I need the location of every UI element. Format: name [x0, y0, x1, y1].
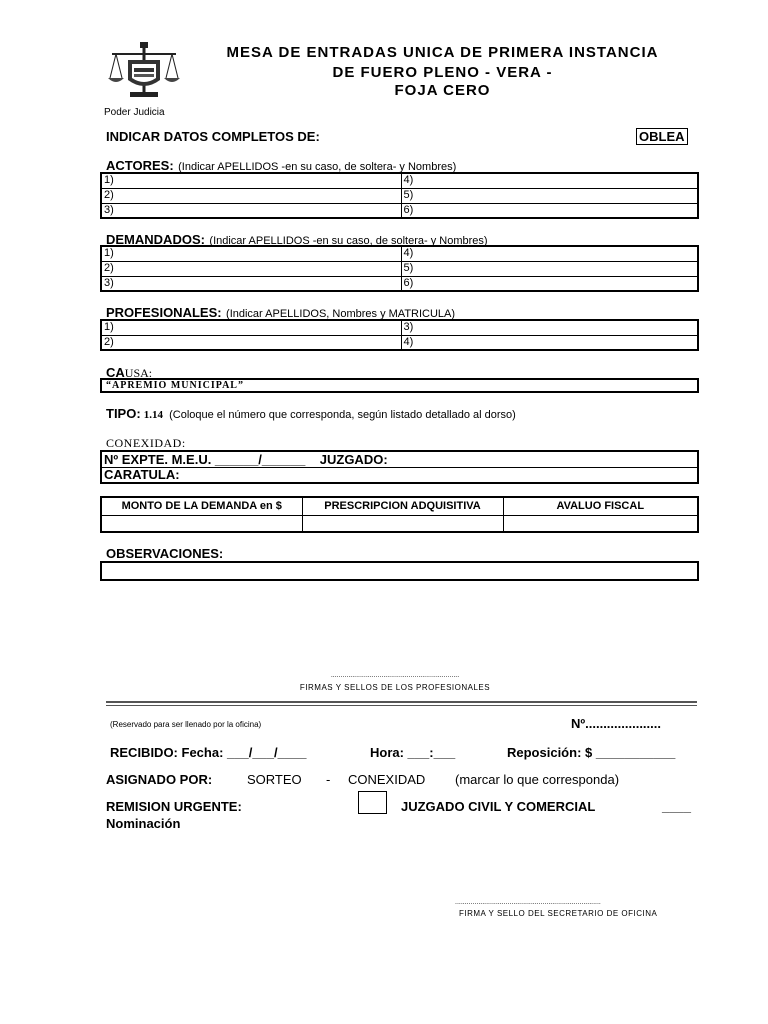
- numero-field[interactable]: Nº.....................: [571, 716, 661, 731]
- table-row: [101, 188, 698, 203]
- table-row: [101, 451, 698, 467]
- causa-label-rest: USA:: [124, 366, 153, 380]
- tipo-hint: (Coloque el número que corresponda, según listado detallado al dorso): [169, 409, 516, 421]
- firmas-caption: FIRMAS Y SELLOS DE LOS PROFESIONALES: [299, 683, 491, 692]
- prescripcion-cell[interactable]: [302, 515, 503, 532]
- tipo-row: [106, 406, 516, 421]
- table-row: [101, 467, 698, 483]
- hora-field[interactable]: Hora: ___:___: [370, 745, 456, 760]
- table-row: [101, 497, 698, 515]
- reserved-note: (Reservado para ser llenado por la oficina): [110, 720, 262, 729]
- actores-hint: (Indicar APELLIDOS -en su caso, de soltera- y Nombres): [178, 161, 457, 173]
- actores-cell[interactable]: 6): [401, 203, 698, 218]
- asignado-label: ASIGNADO POR:: [106, 772, 213, 787]
- double-divider: [106, 701, 697, 706]
- tipo-label: TIPO:: [106, 406, 141, 421]
- table-row: [101, 173, 698, 188]
- profesionales-cell[interactable]: 4): [401, 335, 698, 350]
- reposicion-field[interactable]: Reposición: $ ___________: [507, 745, 676, 760]
- table-row: [101, 203, 698, 218]
- logo-caption: Poder Judicia: [104, 107, 165, 118]
- avaluo-header: AVALUO FISCAL: [503, 497, 698, 515]
- secretario-dots: ...........................................................................: [455, 899, 601, 906]
- intro-label: INDICAR DATOS COMPLETOS DE:: [106, 129, 320, 144]
- title-line-1: MESA DE ENTRADAS UNICA DE PRIMERA INSTANCIA: [226, 44, 659, 61]
- causa-field[interactable]: “APREMIO MUNICIPAL”: [100, 378, 699, 393]
- table-row: [101, 276, 698, 291]
- remision-label: REMISION URGENTE:: [106, 799, 242, 814]
- table-row: [101, 320, 698, 335]
- conexidad-label: CONEXIDAD:: [106, 436, 186, 450]
- oblea-box: OBLEA: [636, 128, 688, 145]
- demandados-cell[interactable]: 3): [101, 276, 401, 291]
- table-row: [101, 515, 698, 532]
- demandados-table: [100, 245, 699, 292]
- demandados-cell[interactable]: 6): [401, 276, 698, 291]
- remision-checkbox[interactable]: [358, 791, 387, 814]
- monto-cell[interactable]: [101, 515, 302, 532]
- actores-label: ACTORES:: [106, 158, 174, 173]
- demandados-cell[interactable]: 1): [101, 246, 401, 261]
- marcar-hint: (marcar lo que corresponda): [455, 772, 620, 787]
- juzgado-civil-label: JUZGADO CIVIL Y COMERCIAL: [401, 799, 596, 814]
- profesionales-hint: (Indicar APELLIDOS, Nombres y MATRICULA): [226, 308, 456, 320]
- actores-cell[interactable]: 4): [401, 173, 698, 188]
- secretario-caption: FIRMA Y SELLO DEL SECRETARIO DE OFICINA: [459, 909, 658, 918]
- profesionales-label: PROFESIONALES:: [106, 305, 222, 320]
- option-separator: -: [326, 772, 331, 787]
- prescripcion-header: PRESCRIPCION ADQUISITIVA: [302, 497, 503, 515]
- actores-cell[interactable]: 2): [101, 188, 401, 203]
- actores-cell[interactable]: 3): [101, 203, 401, 218]
- observaciones-label: OBSERVACIONES:: [106, 546, 224, 561]
- table-row: [101, 246, 698, 261]
- profesionales-cell[interactable]: 2): [101, 335, 401, 350]
- juzgado-label: JUZGADO:: [319, 451, 388, 467]
- expte-label: Nº EXPTE. M.E.U. ______/______: [104, 451, 306, 467]
- demandados-cell[interactable]: 4): [401, 246, 698, 261]
- nominacion-blank[interactable]: ____: [662, 799, 691, 814]
- avaluo-cell[interactable]: [503, 515, 698, 532]
- profesionales-cell[interactable]: 3): [401, 320, 698, 335]
- monto-header: MONTO DE LA DEMANDA en $: [101, 497, 302, 515]
- actores-cell[interactable]: 5): [401, 188, 698, 203]
- causa-label-bold: CA: [106, 365, 125, 380]
- demandados-cell[interactable]: 2): [101, 261, 401, 276]
- tipo-value[interactable]: 1.14: [143, 409, 163, 421]
- demandados-hint: (Indicar APELLIDOS -en su caso, de soltera- y Nombres): [209, 235, 488, 247]
- expte-cell[interactable]: [101, 451, 698, 467]
- profesionales-cell[interactable]: 1): [101, 320, 401, 335]
- sorteo-option[interactable]: SORTEO: [247, 772, 302, 787]
- table-row: [101, 261, 698, 276]
- demandados-label: DEMANDADOS:: [106, 232, 205, 247]
- observaciones-field[interactable]: [100, 561, 699, 581]
- asignado-row: [106, 772, 212, 787]
- title-line-2: DE FUERO PLENO - VERA -: [332, 64, 553, 81]
- nominacion-label: Nominación: [106, 816, 181, 831]
- recibido-field[interactable]: RECIBIDO: Fecha: ___/___/____: [110, 745, 307, 760]
- actores-cell[interactable]: 1): [101, 173, 401, 188]
- actores-table: [100, 172, 699, 219]
- conexidad-table: [100, 450, 699, 484]
- table-row: [101, 335, 698, 350]
- caratula-cell[interactable]: CARATULA:: [101, 467, 698, 483]
- title-line-3: FOJA CERO: [394, 82, 491, 99]
- conexidad-option[interactable]: CONEXIDAD: [348, 772, 426, 787]
- profesionales-table: [100, 319, 699, 351]
- firmas-dots: ..................................................................: [330, 672, 460, 679]
- montos-table: [100, 496, 699, 533]
- demandados-cell[interactable]: 5): [401, 261, 698, 276]
